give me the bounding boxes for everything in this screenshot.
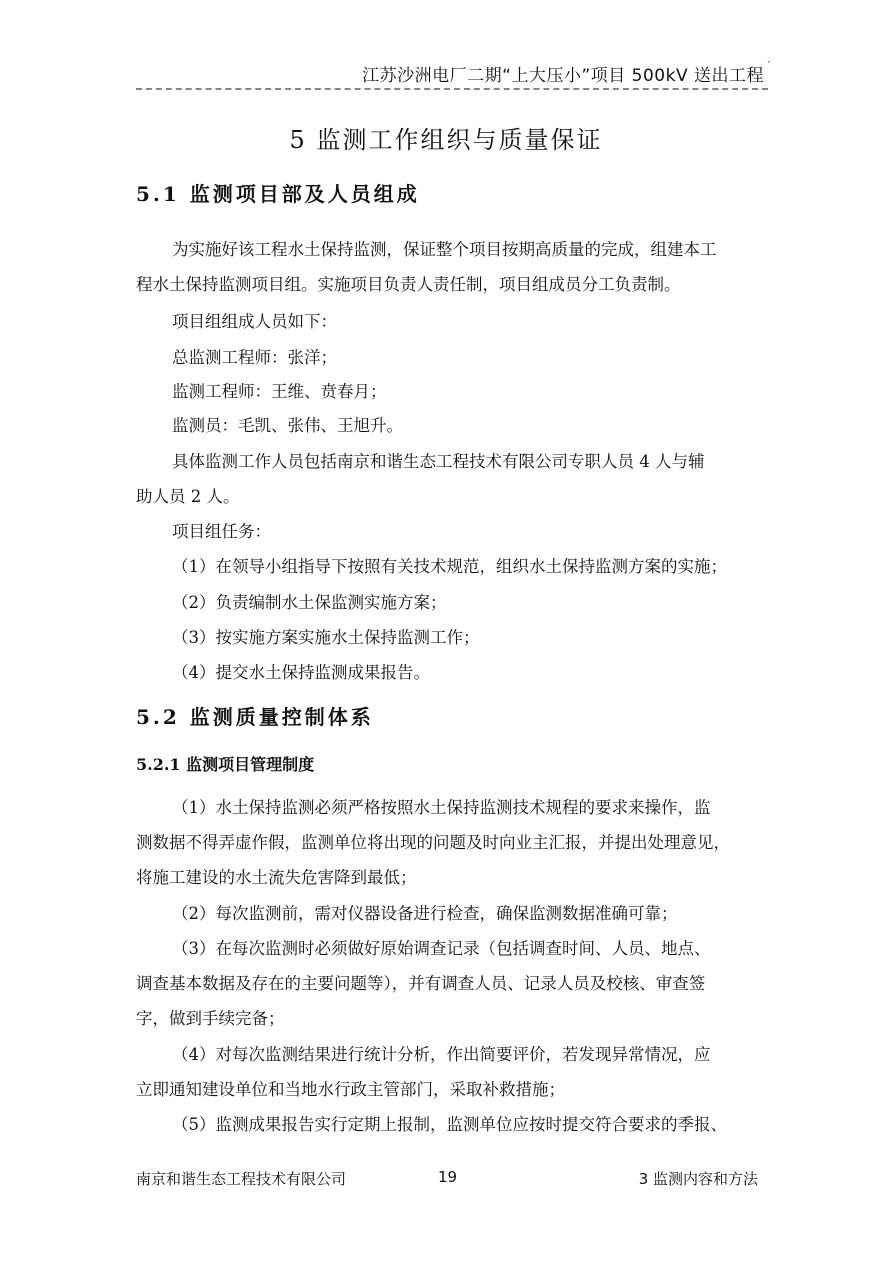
paragraph-line: （4）对每次监测结果进行统计分析，作出简要评价，若发现异常情况，应 (172, 1045, 711, 1064)
paragraph-line: （3）在每次监测时必须做好原始调查记录（包括调查时间、人员、地点、 (172, 939, 711, 958)
paragraph-line: 调查基本数据及存在的主要问题等），并有调查人员、记录人员及校核、审查签 (136, 974, 706, 993)
section-5-2-title: 5.2 监测质量控制体系 (136, 705, 374, 729)
section-5-1-title: 5.1 监测项目部及人员组成 (136, 182, 420, 206)
header-title: 江苏沙洲电厂二期“上大压小”项目 500kV 送出工程 (362, 66, 764, 86)
footer-page-number: 19 (438, 1168, 458, 1186)
paragraph-line: 具体监测工作人员包括南京和谐生态工程技术有限公司专职人员 4 人与辅 (172, 452, 705, 471)
paragraph-line: 监测员：毛凯、张伟、王旭升。 (172, 416, 403, 435)
paragraph-line: 助人员 2 人。 (136, 487, 240, 506)
list-item: （3）按实施方案实施水土保持监测工作； (172, 628, 480, 647)
paragraph-line: 为实施好该工程水土保持监测，保证整个项目按期高质量的完成，组建本工 (172, 240, 717, 259)
paragraph-line: （2）每次监测前，需对仪器设备进行检查，确保监测数据准确可靠； (172, 904, 678, 923)
paragraph-line: 项目组组成人员如下： (172, 312, 337, 331)
paragraph-line: （1）水土保持监测必须严格按照水土保持监测技术规程的要求来操作，监 (172, 798, 711, 817)
footer-company: 南京和谐生态工程技术有限公司 (136, 1170, 347, 1188)
paragraph-line: （5）监测成果报告实行定期上报制，监测单位应按时提交符合要求的季报、 (172, 1115, 727, 1134)
paragraph-line: 立即通知建设单位和当地水行政主管部门，采取补救措施； (136, 1080, 565, 1099)
subsection-5-2-1-title: 5.2.1 监测项目管理制度 (136, 755, 315, 774)
list-item: （4）提交水土保持监测成果报告。 (172, 663, 430, 682)
chapter-title: 5 监测工作组织与质量保证 (289, 126, 603, 154)
header-divider (136, 88, 768, 90)
paragraph-line: 字，做到手续完备； (136, 1009, 285, 1028)
paragraph-line: 将施工建设的水土流失危害降到最低； (136, 868, 417, 887)
list-item: （1）在领导小组指导下按照有关技术规范，组织水土保持监测方案的实施； (172, 557, 727, 576)
footer-chapter: 3 监测内容和方法 (638, 1170, 758, 1188)
list-item: （2）负责编制水土保监测实施方案； (172, 593, 447, 612)
header-mark: ˊ (765, 60, 771, 73)
paragraph-line: 测数据不得弄虚作假，监测单位将出现的问题及时向业主汇报，并提出处理意见， (136, 833, 730, 852)
paragraph-line: 程水土保持监测项目组。实施项目负责人责任制，项目组成员分工负责制。 (136, 275, 681, 294)
paragraph-line: 总监测工程师：张洋； (172, 348, 337, 367)
paragraph-line: 项目组任务： (172, 522, 271, 541)
paragraph-line: 监测工程师：王维、贲春月； (172, 382, 387, 401)
